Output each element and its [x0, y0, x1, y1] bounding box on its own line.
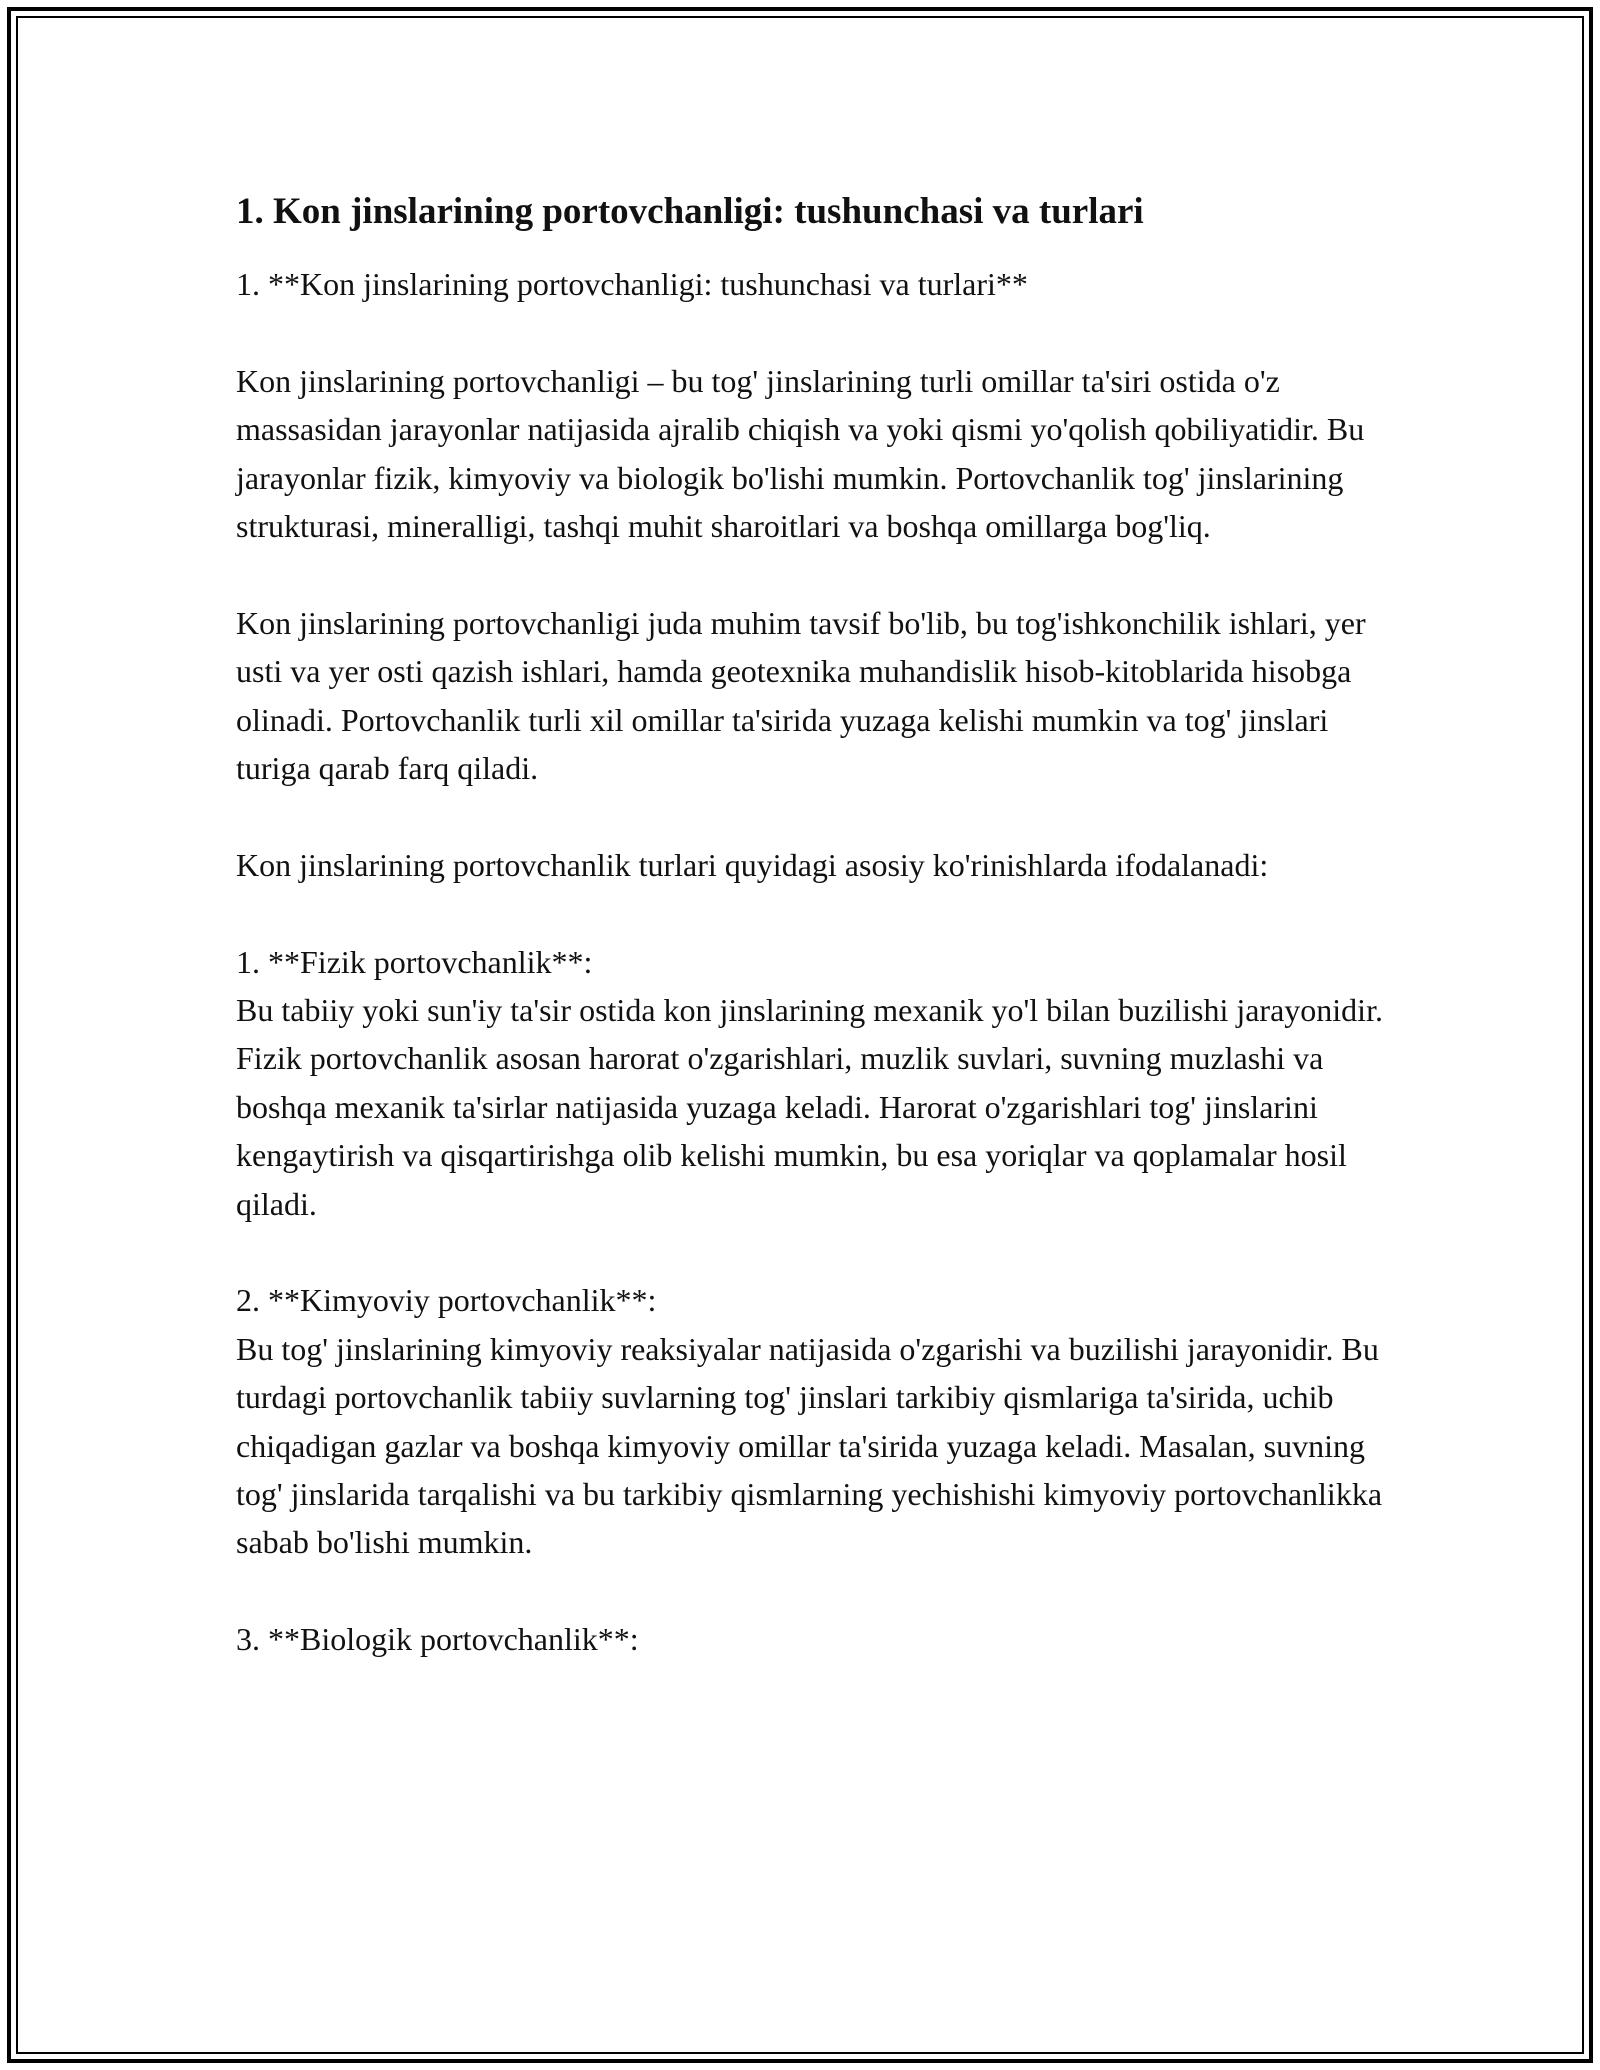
paragraph-section-title: 1. **Kon jinslarining portovchanligi: tushunchasi va turlari** — [236, 266, 1028, 302]
paragraph-biological: 3. **Biologik portovchanlik**: — [236, 1621, 639, 1658]
page-title: 1. Kon jinslarining portovchanligi: tushunchasi va turlari — [236, 191, 1144, 232]
paragraph-types-intro: Kon jinslarining portovchanlik turlari quyidagi asosiy ko'rinishlarda ifodalanadi: — [236, 846, 1269, 883]
paragraph-importance: Kon jinslarining portovchanligi juda muhim tavsif bo'lib, bu tog'ishkonchilik ishlari, yer usti va yer osti qazish ishlari, hamda geotexnika muhandislik hisob-kitoblarida hisobga olinadi. Portovchanlik turli xil omillar ta'sirida yuzaga kelishi mumkin va tog' jinslari turiga qarab farq qiladi. — [236, 604, 1366, 787]
document-body — [236, 188, 1386, 1712]
paragraph-chemical: 2. **Kimyoviy portovchanlik**: Bu tog' jinslarining kimyoviy reaksiyalar natijasida o'zgarishi va buzilishi jarayonidir. Bu turdagi portovchanlik tabiiy suvlarning tog' jinslari tarkibiy qismlariga ta'sirida, uchib chiqadigan gazlar va boshqa kimyoviy omillar ta'sirida yuzaga keladi. Masalan, suvning tog' jinslarida tarqalishi va bu tarkibiy qismlarning yechishishi kimyoviy portovchanlikka sabab bo'lishi mumkin. — [236, 1282, 1383, 1561]
paragraph-definition: Kon jinslarining portovchanligi – bu tog' jinslarining turli omillar ta'siri ostida o'z massasidan jarayonlar natijasida ajralib chiqish va yoki qismi yo'qolish qobiliyatidir. Bu jarayonlar fizik, kimyoviy va biologik bo'lishi mumkin. Portovchanlik tog' jinslarining strukturasi, mineralligi, tashqi muhit sharoitlari va boshqa omillarga bog'liq. — [236, 362, 1365, 545]
paragraph-physical: 1. **Fizik portovchanlik**: Bu tabiiy yoki sun'iy ta'sir ostida kon jinslarining mexanik yo'l bilan buzilishi jarayonidir. Fizik portovchanlik asosan harorat o'zgarishlari, muzlik suvlari, suvning muzlashi va boshqa mexanik ta'sirlar natijasida yuzaga keladi. Harorat o'zgarishlari tog' jinslarini kengaytirish va qisqartirishga olib kelishi mumkin, bu esa yoriqlar va qoplamalar hosil qiladi. — [236, 943, 1383, 1222]
